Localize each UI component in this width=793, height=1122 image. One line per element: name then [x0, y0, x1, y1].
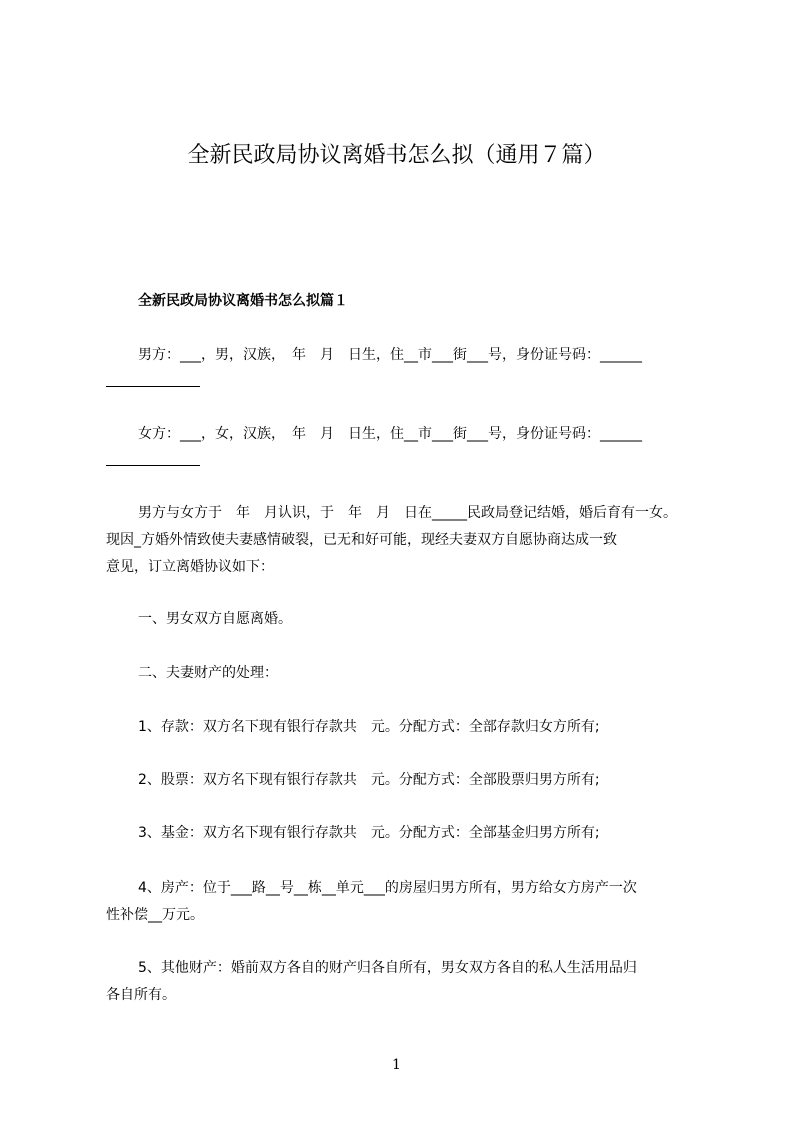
document-title: 全新民政局协议离婚书怎么拟（通用７篇） [187, 143, 606, 168]
intro-line-3: 意见，订立离婚协议如下： [106, 559, 274, 575]
item-stocks: 2、股票：双方名下现有银行存款共 元。分配方式：全部股票归男方所有; [138, 772, 600, 788]
section-title: 全新民政局协议离婚书怎么拟篇１ [138, 293, 348, 309]
clause-1: 一、男女双方自愿离婚。 [138, 611, 292, 627]
intro-line-1: 男方与女方于 年 月认识，于 年 月 日在_____民政局登记结婚，婚后育有一女。 [138, 505, 677, 521]
item-other-line-1: 5、其他财产：婚前双方各自的财产归各自所有，男女双方各自的私人生活用品归 [138, 960, 637, 976]
item-other-line-2: 各自所有。 [106, 987, 176, 1003]
clause-2: 二、夫妻财产的处理： [138, 665, 278, 681]
intro-line-2: 现因_方婚外情致使夫妻感情破裂，已无和好可能，现经夫妻双方自愿协商达成一致 [106, 532, 617, 548]
item-property-line-2: 性补偿__万元。 [106, 907, 204, 923]
item-funds: 3、基金：双方名下现有银行存款共 元。分配方式：全部基金归男方所有; [138, 825, 600, 841]
item-property-line-1: 4、房产：位于___路__号__栋__单元___的房屋归男方所有，男方给女方房产一次 [138, 880, 637, 896]
husband-info-line: 男方：___，男，汉族， 年 月 日生，住__市___街___号，身份证号码：______ [138, 347, 642, 363]
husband-id-blank [106, 386, 200, 387]
wife-id-blank [106, 465, 200, 466]
wife-info-line: 女方：___，女，汉族， 年 月 日生，住__市___街___号，身份证号码：______ [138, 426, 642, 442]
page-number: 1 [392, 1057, 401, 1073]
item-deposit: 1、存款：双方名下现有银行存款共 元。分配方式：全部存款归女方所有; [138, 719, 600, 735]
